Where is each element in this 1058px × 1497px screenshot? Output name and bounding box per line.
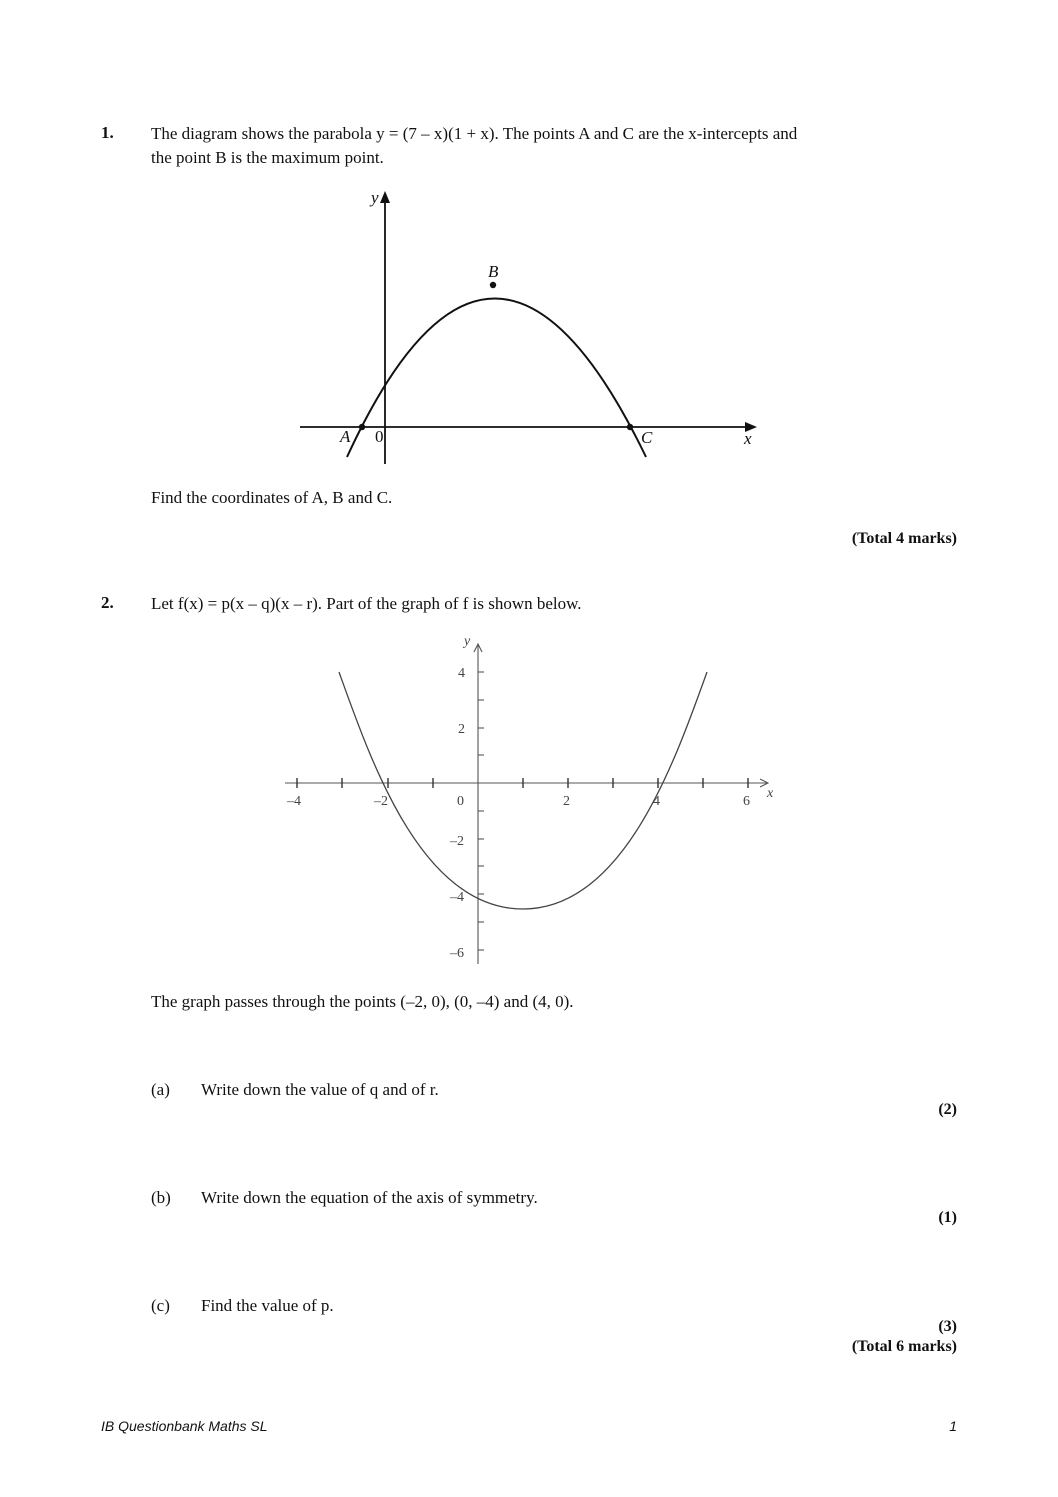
q1-label-c: C [641, 428, 653, 447]
question-2-part-b-text: Write down the equation of the axis of symmetry. [201, 1188, 538, 1207]
q2-origin-label: 0 [457, 794, 464, 809]
question-1-total-marks: (Total 4 marks) [851, 530, 957, 547]
q1-label-a: A [340, 427, 351, 446]
question-2-part-c-label: (c) [151, 1296, 170, 1315]
q1-y-axis-label: y [371, 188, 379, 207]
question-2-total-marks: (Total 6 marks) [851, 1338, 957, 1355]
question-2-part-c-marks: (3) [938, 1318, 957, 1335]
q2-y-tick-label: –4 [450, 890, 464, 905]
question-2-part-a-label: (a) [151, 1080, 170, 1099]
q1-point-a [359, 424, 365, 430]
q2-x-tick-label: –4 [287, 794, 301, 809]
question-2-part-c-text: Find the value of p. [201, 1296, 334, 1315]
question-2-graph [0, 620, 1058, 980]
q2-x-tick-label: 2 [563, 794, 570, 809]
question-1-stem-line-2: the point B is the maximum point. [151, 148, 384, 167]
question-2-part-a-marks: (2) [938, 1101, 957, 1118]
question-1-stem-line-1: The diagram shows the parabola y = (7 – x)(1 + x). The points A and C are the x-intercepts and [151, 124, 798, 143]
q2-y-tick-label: –2 [450, 834, 464, 849]
question-2-number: 2. [101, 593, 114, 612]
q2-x-tick-label: 4 [653, 794, 660, 809]
q1-parabola-curve [347, 299, 646, 458]
q1-point-c [627, 424, 633, 430]
question-2-info: The graph passes through the points (–2, 0), (0, –4) and (4, 0). [151, 992, 574, 1011]
q2-x-tick-label: –2 [374, 794, 388, 809]
q2-parabola-curve [339, 672, 707, 909]
question-2-part-a-text: Write down the value of q and of r. [201, 1080, 439, 1099]
q1-label-b: B [488, 262, 499, 281]
q2-y-tick-label: 2 [458, 722, 465, 737]
question-2-part-b-label: (b) [151, 1188, 171, 1207]
q2-y-axis-label: y [464, 634, 471, 649]
question-2-part-b-marks: (1) [938, 1209, 957, 1226]
q1-origin-label: 0 [375, 427, 384, 446]
q2-y-tick-label: –6 [450, 946, 464, 961]
q2-x-tick-label: 6 [743, 794, 750, 809]
q1-x-axis-label: x [744, 429, 752, 448]
q2-y-tick-label: 4 [458, 666, 465, 681]
footer-page-number: 1 [949, 1418, 957, 1434]
question-2-stem: Let f(x) = p(x – q)(x – r). Part of the graph of f is shown below. [151, 594, 582, 613]
footer-source: IB Questionbank Maths SL [101, 1418, 268, 1434]
question-1-parabola-diagram [0, 0, 1058, 480]
q2-x-axis-label: x [767, 786, 774, 801]
q1-point-b [490, 282, 496, 288]
q1-y-axis-arrow [380, 191, 390, 203]
question-1-prompt: Find the coordinates of A, B and C. [151, 488, 393, 507]
question-1-number: 1. [101, 123, 114, 142]
